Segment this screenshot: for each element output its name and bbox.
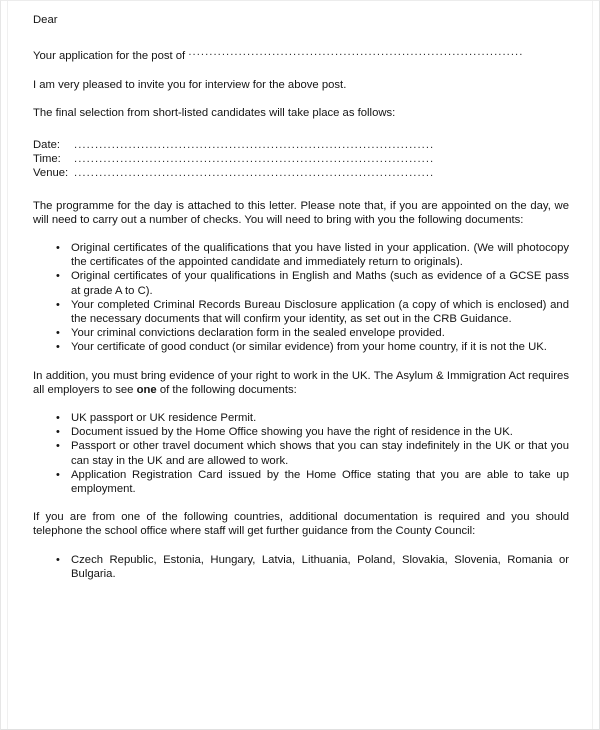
field-row-venue: [33, 166, 569, 180]
spacer: [33, 539, 569, 553]
spacer: [33, 92, 569, 106]
in-addition-text-before: In addition, you must bring evidence of your right to work in the UK. The Asylum & Immigration Act requires all employers to see: [33, 369, 569, 396]
in-addition-emphasis: one: [136, 383, 157, 396]
spacer: [33, 27, 569, 45]
list-item: • Czech Republic, Estonia, Hungary, Latvia, Lithuania, Poland, Slovakia, Slovenia, Romania or Bulgaria.: [33, 553, 569, 581]
spacer: [33, 181, 569, 199]
salutation: Dear: [33, 14, 58, 26]
list-item: • Your criminal convictions declaration form in the sealed envelope provided.: [33, 326, 569, 340]
list-item: • Your completed Criminal Records Bureau Disclosure application (a copy of which is enclosed) and the necessary documents that will confirm your identity, as set out in the CRB Guidance.: [33, 298, 569, 326]
spacer: [33, 64, 569, 78]
post-line-label: Your application for the post of: [33, 50, 186, 63]
list-item: • Application Registration Card issued by the Home Office stating that you are able to take up employment.: [33, 468, 569, 496]
programme-paragraph: The programme for the day is attached to this letter. Please note that, if you are appointed on the day, we will need to carry out a number of checks. You will need to bring with you the following documents:: [33, 199, 569, 226]
list-item: • Document issued by the Home Office showing you have the right of residence in the UK.: [33, 425, 569, 439]
list-item: • Your certificate of good conduct (or similar evidence) from your home country, if it is not the UK.: [33, 340, 569, 354]
list-item: • Original certificates of your qualifications in English and Maths (such as evidence of a GCSE pass at grade A to C).: [33, 269, 569, 297]
invite-paragraph: I am very pleased to invite you for interview for the above post.: [33, 78, 347, 91]
field-label-time: Time:: [33, 153, 61, 166]
spacer: [33, 120, 569, 138]
spacer: [33, 227, 569, 241]
countries-intro-paragraph: If you are from one of the following countries, additional documentation is required and you should telephone the school office where staff will get further guidance from the County Council:: [33, 511, 569, 538]
documents-to-bring-list: [33, 241, 569, 355]
post-line-dotted-fill: ................................................................................: [188, 46, 524, 59]
right-to-work-list: [33, 411, 569, 496]
field-label-venue: Venue:: [33, 167, 69, 180]
spacer: [33, 496, 569, 510]
field-row-date: [33, 138, 569, 152]
field-fill-venue[interactable]: ......................................................................................: [74, 167, 435, 180]
letter-body: [33, 13, 569, 581]
spacer: [33, 397, 569, 411]
in-addition-text-after: of the following documents:: [156, 383, 297, 396]
field-row-time: [33, 152, 569, 166]
list-item: • Original certificates of the qualifications that you have listed in your application. (We will photocopy the certificates of the appointed candidate and immediately return to originals).: [33, 241, 569, 269]
field-label-date: Date:: [33, 139, 61, 152]
final-selection-paragraph: The final selection from short-listed candidates will take place as follows:: [33, 106, 396, 119]
field-fill-date[interactable]: ......................................................................................: [74, 139, 435, 152]
list-item: • Passport or other travel document which shows that you can stay indefinitely in the UK or that you can stay in the UK and are allowed to work.: [33, 439, 569, 467]
spacer: [33, 355, 569, 369]
post-line: [33, 45, 569, 63]
countries-list: [33, 553, 569, 581]
list-item: • UK passport or UK residence Permit.: [33, 411, 569, 425]
field-fill-time[interactable]: ......................................................................................: [74, 153, 435, 166]
in-addition-paragraph: [33, 369, 569, 397]
